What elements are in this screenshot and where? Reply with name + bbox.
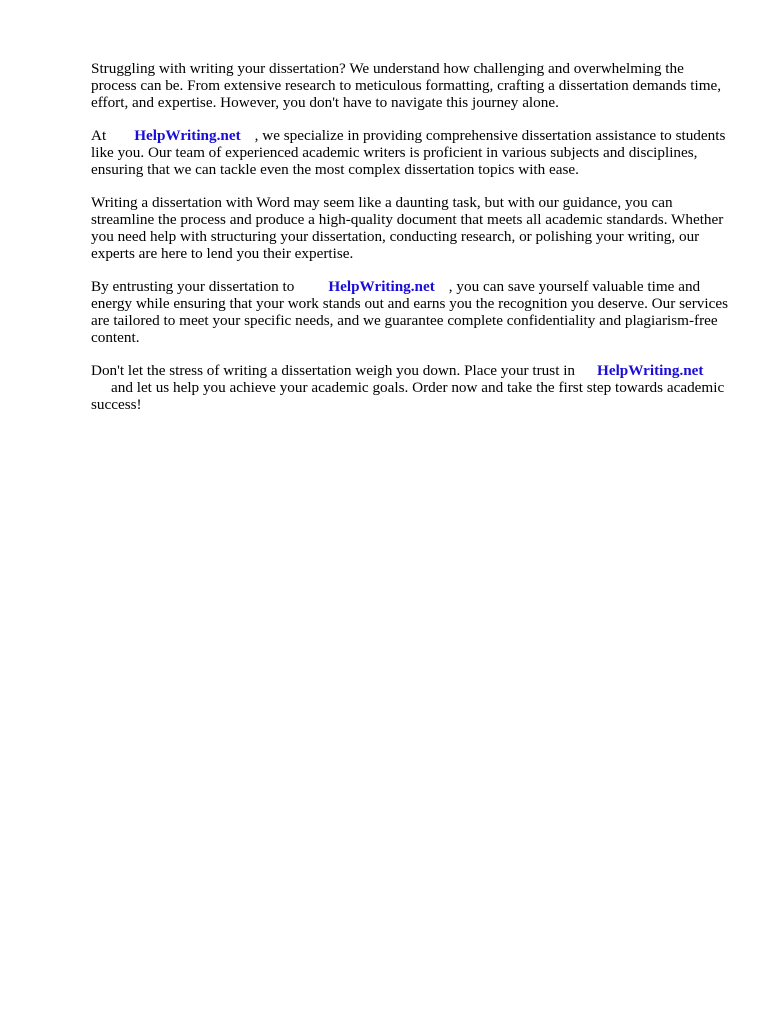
paragraph-word [91, 194, 731, 262]
paragraph-specialize-text: , we specialize in providing comprehensive dissertation assistance to students like you. Our team of experienced academic writers is proficient in various subjects and disciplines, ensuring that we can tackle even the most complex dissertation topics with ease. [91, 127, 726, 178]
paragraph-entrusting-lead: By entrusting your dissertation to [91, 278, 295, 295]
paragraph-closing [91, 362, 731, 413]
paragraph-closing-text: and let us help you achieve your academic goals. Order now and take the first step towards academic success! [91, 379, 725, 413]
paragraph-closing-lead: Don't let the stress of writing a dissertation weigh you down. Place your trust in [91, 362, 576, 379]
paragraph-entrusting [91, 278, 731, 346]
helpwriting-link[interactable]: HelpWriting.net [597, 362, 704, 379]
helpwriting-link[interactable]: HelpWriting.net [134, 127, 241, 144]
helpwriting-link[interactable]: HelpWriting.net [328, 278, 435, 295]
paragraph-intro-text: Struggling with writing your dissertation? We understand how challenging and overwhelming the process can be. From extensive research to meticulous formatting, crafting a dissertation demands time, effort, and expertise. However, you don't have to navigate this journey alone. [91, 60, 722, 111]
document-page [91, 60, 731, 429]
paragraph-specialize-lead: At [91, 127, 107, 144]
paragraph-specialize [91, 127, 731, 178]
paragraph-word-text: Writing a dissertation with Word may seem like a daunting task, but with our guidance, you can streamline the process and produce a high-quality document that meets all academic standards. Whether you need help with structuring your dissertation, conducting research, or polishing your writing, our experts are here to lend you their expertise. [91, 194, 724, 262]
paragraph-entrusting-text: , you can save yourself valuable time and energy while ensuring that your work stands out and earns you the recognition you deserve. Our services are tailored to meet your specific needs, and we guarantee complete confidentiality and plagiarism-free content. [91, 278, 729, 346]
paragraph-intro [91, 60, 731, 111]
